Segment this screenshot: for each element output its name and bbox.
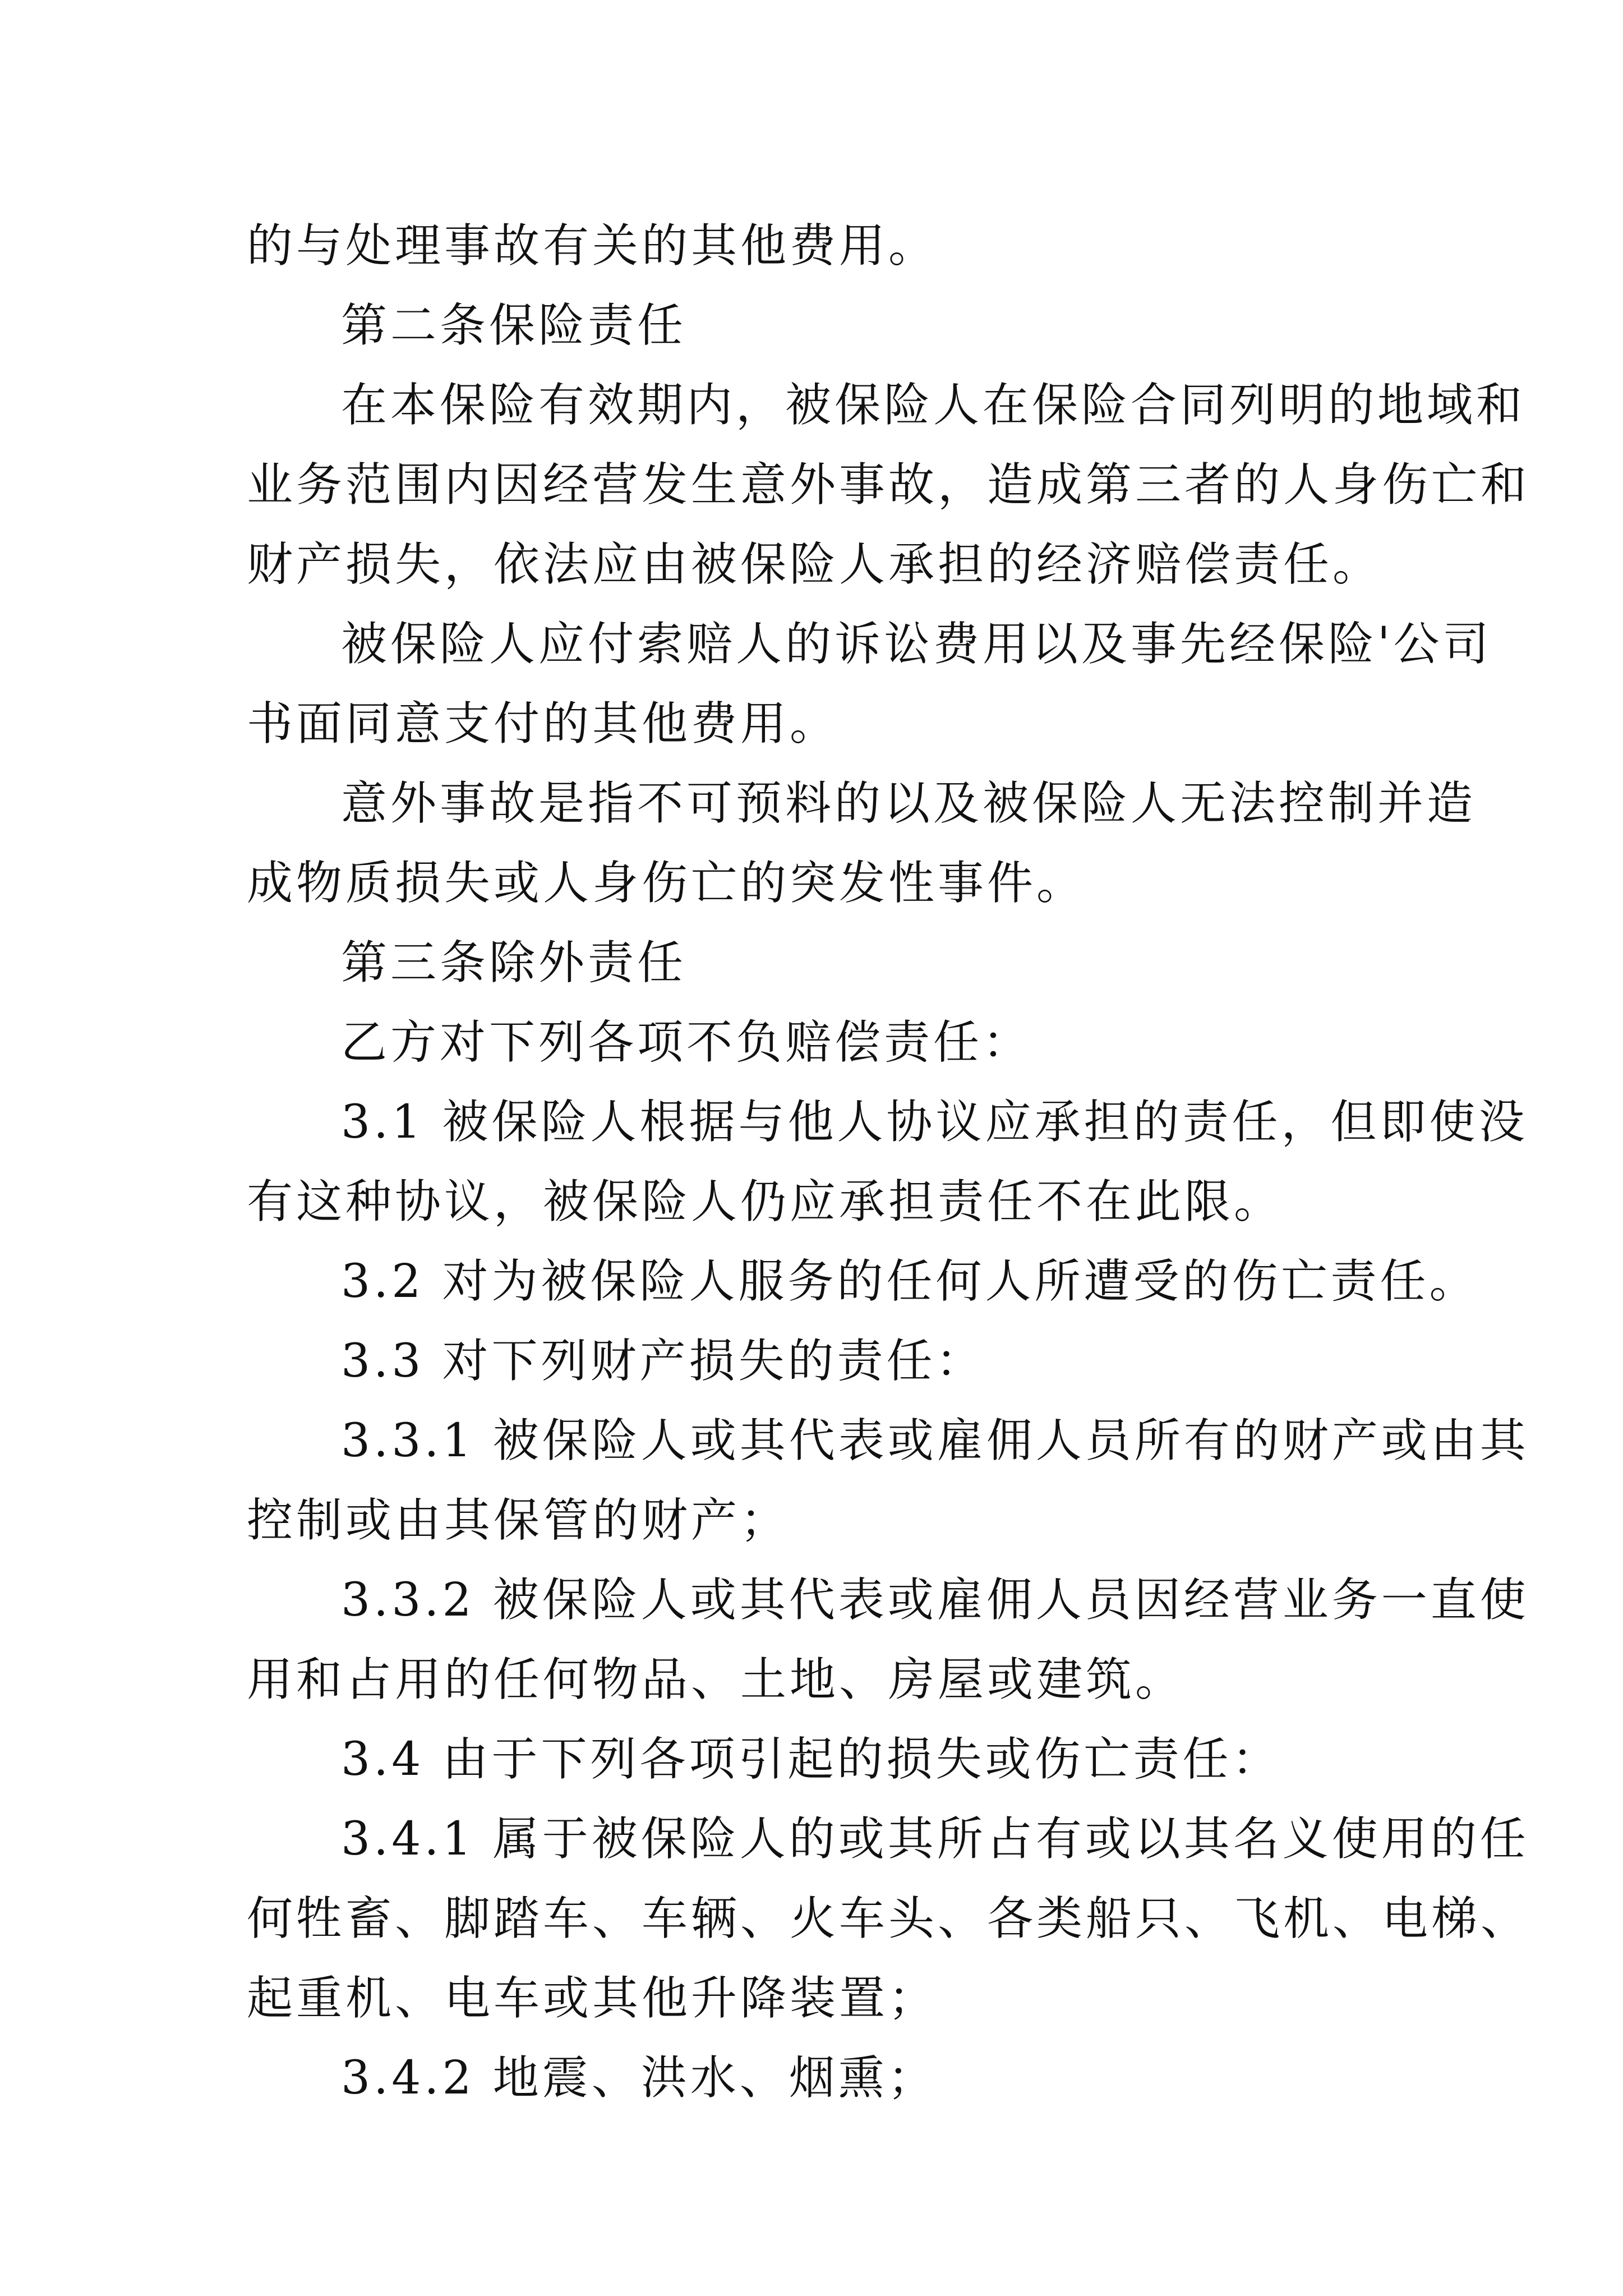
text-line: 何牲畜、脚踏车、车辆、火车头、各类船只、飞机、电梯、: [247, 1892, 1530, 1945]
text-line: 控制或由其保管的财产；: [247, 1494, 790, 1547]
text-line: 的与处理事故有关的其他费用。: [247, 219, 938, 273]
clause-line: 3.4 由于下列各项引起的损失或伤亡责任：: [341, 1733, 1281, 1786]
clause-line: 3.3.2 被保险人或其代表或雇佣人员因经营业务一直使: [341, 1573, 1529, 1627]
clause-line: 3.2 对为被保险人服务的任何人所遭受的伤亡责任。: [341, 1255, 1479, 1308]
clause-line: 3.3 对下列财产损失的责任：: [341, 1335, 985, 1388]
clause-line: 3.1 被保险人根据与他人协议应承担的责任，但即使没: [341, 1096, 1528, 1149]
text-line: 乙方对下列各项不负赔偿责任：: [341, 1016, 1032, 1069]
section-heading: 第二条保险责任: [341, 299, 687, 352]
text-line: 起重机、电车或其他升降装置；: [247, 1972, 938, 2025]
text-line: 用和占用的任何物品、土地、房屋或建筑。: [247, 1653, 1185, 1706]
text-line: 业务范围内因经营发生意外事故，造成第三者的人身伤亡和: [247, 458, 1530, 512]
text-line: 有这种协议，被保险人仍应承担责任不在此限。: [247, 1175, 1284, 1228]
text-line: 在本保险有效期内，被保险人在保险合同列明的地域和: [341, 379, 1526, 432]
text-line: 意外事故是指不可预料的以及被保险人无法控制并造: [341, 777, 1477, 830]
clause-line: 3.3.1 被保险人或其代表或雇佣人员所有的财产或由其: [341, 1414, 1529, 1467]
section-heading: 第三条除外责任: [341, 936, 687, 990]
clause-line: 3.4.2 地震、洪水、烟熏；: [341, 2051, 937, 2105]
text-line: 成物质损失或人身伤亡的突发性事件。: [247, 857, 1086, 910]
text-line: 财产损失，依法应由被保险人承担的经济赔偿责任。: [247, 538, 1382, 591]
text-line: 书面同意支付的其他费用。: [247, 697, 840, 751]
document-body: [247, 206, 1530, 2118]
clause-line: 3.4.1 属于被保险人的或其所占有或以其名义使用的任: [341, 1812, 1529, 1866]
text-line: 被保险人应付索赔人的诉讼费用以及事先经保险'公司: [341, 618, 1492, 671]
